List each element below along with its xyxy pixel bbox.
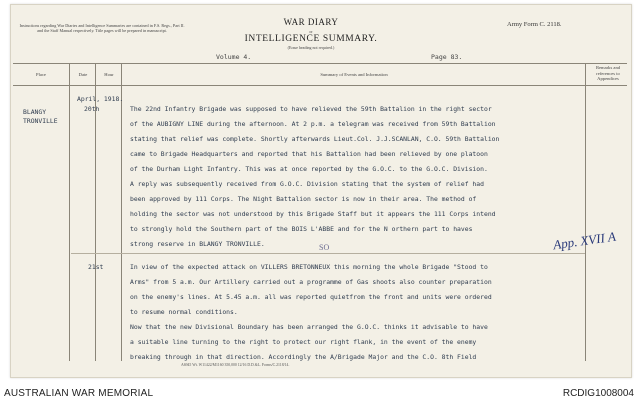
summary-line: been approved by 111 Corps. The Night Battalion sector is now in their area. The method of xyxy=(130,195,477,203)
column-header-remarks: Remarks and references to Appendices xyxy=(595,65,621,81)
archive-reference: RCDIG1008004 xyxy=(562,388,634,399)
printer-imprint: A6945 Wt. W11422/M1160 350,000 12/16 D.D.&L. Forms/C.2118/14. xyxy=(181,363,290,367)
column-header-date: Date xyxy=(78,72,88,77)
archive-credit: AUSTRALIAN WAR MEMORIAL xyxy=(4,388,154,399)
place-line-1: BLANGY xyxy=(23,108,47,116)
ink-stamp-mark: SO xyxy=(319,243,330,252)
summary-line: The 22nd Infantry Brigade was supposed to have relieved the 59th Battalion in the right sector xyxy=(130,105,492,113)
table-top-rule xyxy=(13,63,627,64)
summary-line: strong reserve in BLANGY TRONVILLE. xyxy=(130,240,265,248)
summary-line: Now that the new Divisional Boundary has been arranged the G.O.C. thinks it advisable to have xyxy=(130,323,488,331)
title-intelligence-summary: INTELLIGENCE SUMMARY. xyxy=(244,34,378,44)
summary-line: came to Brigade Headquarters and reported that his Battalion had been relieved by one platoon xyxy=(130,150,488,158)
entry-date-21: 21st xyxy=(88,263,104,271)
summary-line: stating that relief was complete. Shortly afterwards Lieut.Col. J.J.SCANLAN, C.O. 59th Battalion xyxy=(130,135,500,143)
instructions-note: Instructions regarding War Diaries and Intelligence Summaries are contained in F.S. Regs., Part II. and the Staff Manual respectively. Title pages will be prepared in manuscript. xyxy=(19,23,185,34)
column-divider-place xyxy=(69,63,70,361)
page-number: Page 83. xyxy=(431,53,463,61)
summary-line: holding the sector was not understood by this Brigade Staff but it appears the 111 Corps intend xyxy=(130,210,496,218)
war-diary-page xyxy=(10,4,632,378)
entry-separator xyxy=(71,253,585,254)
place-line-2: TRONVILLE xyxy=(23,117,58,125)
column-divider-hour xyxy=(121,63,122,361)
summary-line: Arms" from 5 a.m. Our Artillery carried out a programme of Gas shoots also counter preparation xyxy=(130,278,492,286)
summary-line: of the AUBIGNY LINE during the afternoon. At 2 p.m. a telegram was received from 59th Battalion xyxy=(130,120,496,128)
entry-month: April, 1918. xyxy=(77,95,124,103)
table-header-rule xyxy=(13,85,627,86)
appendix-annotation: App. XVII A xyxy=(552,228,617,253)
summary-line: In view of the expected attack on VILLERS BRETONNEUX this morning the whole Brigade "Stood to xyxy=(130,263,488,271)
title-war-diary: WAR DIARY xyxy=(283,17,339,27)
column-header-place: Place xyxy=(36,72,46,77)
entry-date-20: 20th xyxy=(84,105,100,113)
title-note: (Erase heading not required.) xyxy=(287,45,335,50)
summary-line: of the Durham Light Infantry. This was at once reported by the G.O.C. to the G.O.C. Division. xyxy=(130,165,488,173)
summary-line: on the enemy's lines. At 5.45 a.m. all was reported quietfrom the front and units were ordered xyxy=(130,293,492,301)
form-number: Army Form C. 2118. xyxy=(507,21,562,28)
summary-line: breaking through in that direction. Accordingly the A/Brigade Major and the C.O. 8th Field xyxy=(130,353,477,361)
title-or: or xyxy=(309,29,313,34)
summary-line: A reply was subsequently received from G.O.C. Division stating that the system of relief had xyxy=(130,180,484,188)
summary-line: to resume normal conditions. xyxy=(130,308,238,316)
summary-line: a suitable line turning to the right to protect our right flank, in the event of the enemy xyxy=(130,338,477,346)
column-header-hour: Hour xyxy=(104,72,114,77)
entry-place xyxy=(23,108,58,126)
column-header-summary: Summary of Events and Information xyxy=(320,72,388,77)
column-divider-summary xyxy=(585,63,586,361)
summary-line: to strongly hold the Southern part of the BOIS L'ABBE and for the N orthern part to haves xyxy=(130,225,473,233)
volume-label: Volume 4. xyxy=(216,53,252,61)
